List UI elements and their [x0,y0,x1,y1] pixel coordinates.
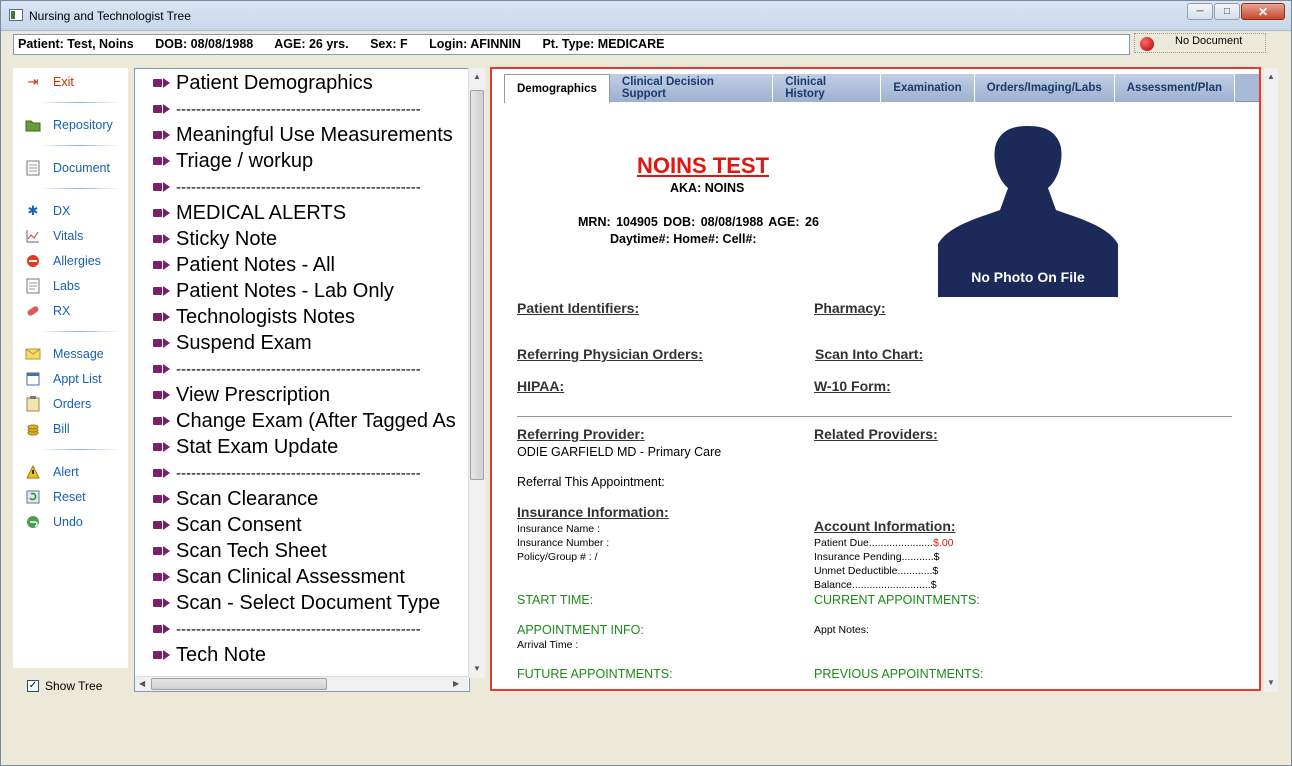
tree-panel [134,68,470,692]
nav-bill[interactable] [25,419,70,439]
close-button[interactable]: ✕ [1241,3,1285,20]
reset-icon [25,489,41,505]
tree-bullet-icon [153,650,173,660]
scrollbar-thumb[interactable] [470,90,484,480]
tree-bullet-icon [153,390,173,400]
tree-item[interactable]: Meaningful Use Measurements [153,122,453,148]
document-icon [25,160,41,176]
policy-group-label: Policy/Group # : / [517,551,598,563]
pill-icon [25,303,41,319]
scroll-down-icon[interactable]: ▼ [473,664,481,673]
tree-bullet-icon [153,442,173,452]
tab-clinical-history[interactable]: Clinical History [773,74,881,102]
patient-name-text: Patient: Test, Noins [18,37,134,51]
tree-item[interactable]: Tech Note [153,642,266,668]
nav-alert[interactable] [25,462,79,482]
exit-icon: ⇥ [27,74,39,89]
nav-document[interactable] [25,158,110,178]
tab-bar [504,74,1259,102]
tree-bullet-icon [153,208,173,218]
tree-vertical-scrollbar[interactable] [468,68,485,678]
tree-item[interactable]: Patient Notes - All [153,252,335,278]
nav-message[interactable] [25,344,104,364]
tab-clinical-decision-support[interactable]: Clinical Decision Support [610,74,773,102]
nav-rx[interactable] [25,301,70,321]
tree-item[interactable]: MEDICAL ALERTS [153,200,346,226]
referring-provider-value: ODIE GARFIELD MD - Primary Care [517,445,722,459]
maximize-button[interactable]: □ [1214,3,1240,20]
sex-text: Sex: F [370,37,408,51]
hipaa-link[interactable]: HIPAA: [517,378,565,394]
insurance-information-link[interactable]: Insurance Information: [517,504,669,520]
nav-message-label: Message [53,347,104,361]
tree-item[interactable]: Scan - Select Document Type [153,590,440,616]
clipboard-icon [25,396,41,412]
insurance-pending-row: Insurance Pending...........$ [814,551,940,563]
calendar-icon [25,371,41,387]
tree-bullet-icon [153,572,173,582]
tab-demographics[interactable]: Demographics [504,74,610,103]
phone-numbers-text: Daytime#: Home#: Cell#: [610,232,757,246]
tree-bullet-icon [153,286,173,296]
nav-appt-list[interactable] [25,369,102,389]
tree-item[interactable]: Suspend Exam [153,330,312,356]
tree-horizontal-scrollbar[interactable] [135,676,468,691]
medical-star-icon: ✱ [27,203,39,218]
tree-separator: ------------------------------------------------- [153,356,421,382]
unmet-deductible-row: Unmet Deductible............$ [814,565,939,577]
checkbox-checked-icon: ✓ [28,680,38,691]
no-photo-caption: No Photo On File [971,269,1085,285]
window-controls [1186,3,1285,20]
dob-text: DOB: 08/08/1988 [155,37,254,51]
previous-appointments-label: PREVIOUS APPOINTMENTS: [814,667,984,681]
aka-text: AKA: NOINS [670,181,745,195]
patient-identifiers-link[interactable]: Patient Identifiers: [517,300,640,316]
nav-undo-label: Undo [53,515,83,529]
tree-item[interactable]: Scan Clinical Assessment [153,564,405,590]
undo-icon [25,514,41,530]
insurance-number-label: Insurance Number : [517,537,610,549]
labs-icon [25,278,41,294]
login-text: Login: AFINNIN [429,37,521,51]
appointment-info-label: APPOINTMENT INFO: [517,623,644,637]
scroll-down-icon[interactable]: ▼ [1267,678,1275,687]
left-nav [13,68,128,668]
tree-separator: ------------------------------------------------- [153,616,421,642]
appt-notes-label: Appt Notes: [814,624,869,636]
nav-allergies[interactable] [25,251,101,271]
status-dot-icon [1140,37,1154,51]
minimize-button[interactable]: ─ [1187,3,1213,20]
tree-bullet-icon [153,546,173,556]
nav-vitals-label: Vitals [53,229,84,243]
demographics-panel [490,67,1261,691]
nav-appt-list-label: Appt List [53,372,102,386]
tab-assessment-plan[interactable]: Assessment/Plan [1115,74,1235,102]
patient-info-bar [13,34,1130,55]
tree-bullet-icon [153,234,173,244]
scroll-left-icon[interactable]: ◀ [139,679,146,688]
patient-due-value: $.00 [933,537,954,549]
tree-separator: ------------------------------------------------- [153,174,421,200]
tree-bullet-icon [153,78,173,88]
tree-separator: ------------------------------------------------- [153,460,421,486]
allergies-icon [25,253,41,269]
warning-icon [25,464,41,480]
nav-divider [38,102,120,103]
vitals-chart-icon [25,228,41,244]
window-title: Nursing and Technologist Tree [29,9,191,23]
main-vertical-scrollbar[interactable] [1264,68,1278,692]
scroll-up-icon[interactable]: ▲ [473,72,481,81]
folder-icon [25,117,41,133]
nav-divider [38,331,120,332]
tab-orders-imaging-labs[interactable]: Orders/Imaging/Labs [975,74,1115,102]
patient-name-heading: NOINS TEST [637,153,770,178]
tree-bullet-icon [153,416,173,426]
tree-bullet-icon [153,520,173,530]
w10-form-link[interactable]: W-10 Form: [814,378,891,394]
nav-reset[interactable] [25,487,86,507]
tree-bullet-icon [153,598,173,608]
nav-repository[interactable] [25,115,113,135]
envelope-icon [25,346,41,362]
nav-dx[interactable] [25,201,70,221]
insurance-name-label: Insurance Name : [517,523,600,535]
nav-rx-label: RX [53,304,71,318]
tree-item[interactable]: Triage / workup [153,148,313,174]
referring-physician-orders-link[interactable]: Referring Physician Orders: [517,346,703,362]
tree-bullet-icon [153,182,173,192]
show-tree-checkbox[interactable] [27,679,102,693]
nav-bill-label: Bill [53,422,70,436]
scan-into-chart-link[interactable]: Scan Into Chart: [815,346,924,362]
tree-bullet-icon [153,468,173,478]
nav-undo[interactable] [25,512,83,532]
tree-item[interactable]: View Prescription [153,382,330,408]
tree-bullet-icon [153,260,173,270]
tree-bullet-icon [153,494,173,504]
nav-dx-label: DX [53,204,71,218]
nav-reset-label: Reset [53,490,86,504]
section-divider [517,416,1232,417]
scroll-up-icon[interactable]: ▲ [1267,72,1275,81]
pharmacy-link[interactable]: Pharmacy: [814,300,886,316]
tree-item[interactable]: Scan Tech Sheet [153,538,327,564]
tab-examination[interactable]: Examination [881,74,974,102]
app-icon [9,9,23,21]
tree-bullet-icon [153,104,173,114]
nav-allergies-label: Allergies [53,254,101,268]
balance-row: Balance...........................$ [814,579,937,591]
nav-divider [38,449,120,450]
tree-bullet-icon [153,312,173,322]
document-status[interactable] [1134,33,1266,53]
future-appointments-label: FUTURE APPOINTMENTS: [517,667,673,681]
arrival-time-label: Arrival Time : [517,639,579,651]
tree-bullet-icon [153,130,173,140]
tree-item[interactable]: Stat Exam Update [153,434,338,460]
nav-divider [38,188,120,189]
nav-alert-label: Alert [53,465,79,479]
coins-icon [25,421,41,437]
tree-item[interactable]: Technologists Notes [153,304,355,330]
scroll-right-icon[interactable]: ▶ [453,679,460,688]
pt-type-text: Pt. Type: MEDICARE [542,37,665,51]
nav-repository-label: Repository [53,118,113,132]
nav-orders-label: Orders [53,397,92,411]
nav-exit-label: Exit [53,75,74,89]
tree-separator: ------------------------------------------------- [153,96,421,122]
nav-labs-label: Labs [53,279,81,293]
tree-bullet-icon [153,156,173,166]
account-information-link[interactable]: Account Information: [814,518,956,534]
start-time-label: START TIME: [517,593,594,607]
tree-bullet-icon [153,338,173,348]
document-status-text: No Document [1175,35,1243,47]
patient-photo-placeholder[interactable] [938,126,1118,297]
nav-document-label: Document [53,161,110,175]
age-text: AGE: 26 yrs. [274,37,349,51]
nav-vitals[interactable] [25,226,83,246]
mrn-dob-age-text: MRN: 104905 DOB: 08/08/1988 AGE: 26 [578,215,819,229]
nav-orders[interactable] [25,394,91,414]
current-appointments-label: CURRENT APPOINTMENTS: [814,593,980,607]
nav-labs[interactable] [25,276,80,296]
tree-item[interactable]: Patient Notes - Lab Only [153,278,394,304]
related-providers-link[interactable]: Related Providers: [814,426,938,442]
referral-appointment-label: Referral This Appointment: [517,475,665,489]
tree-item[interactable]: Sticky Note [153,226,277,252]
scrollbar-thumb[interactable] [151,678,327,690]
tree-item[interactable]: Change Exam (After Tagged As [153,408,456,434]
tree-item[interactable]: Patient Demographics [153,70,373,96]
title-bar [1,1,1291,31]
nav-divider [38,145,120,146]
tree-item[interactable]: Scan Consent [153,512,302,538]
tree-bullet-icon [153,624,173,634]
tree-bullet-icon [153,364,173,374]
show-tree-label: Show Tree [45,679,103,693]
nav-exit[interactable] [25,72,74,92]
referring-provider-link[interactable]: Referring Provider: [517,426,645,442]
tree-item[interactable]: Scan Clearance [153,486,318,512]
patient-due-row: Patient Due......................$.00 [814,537,954,549]
